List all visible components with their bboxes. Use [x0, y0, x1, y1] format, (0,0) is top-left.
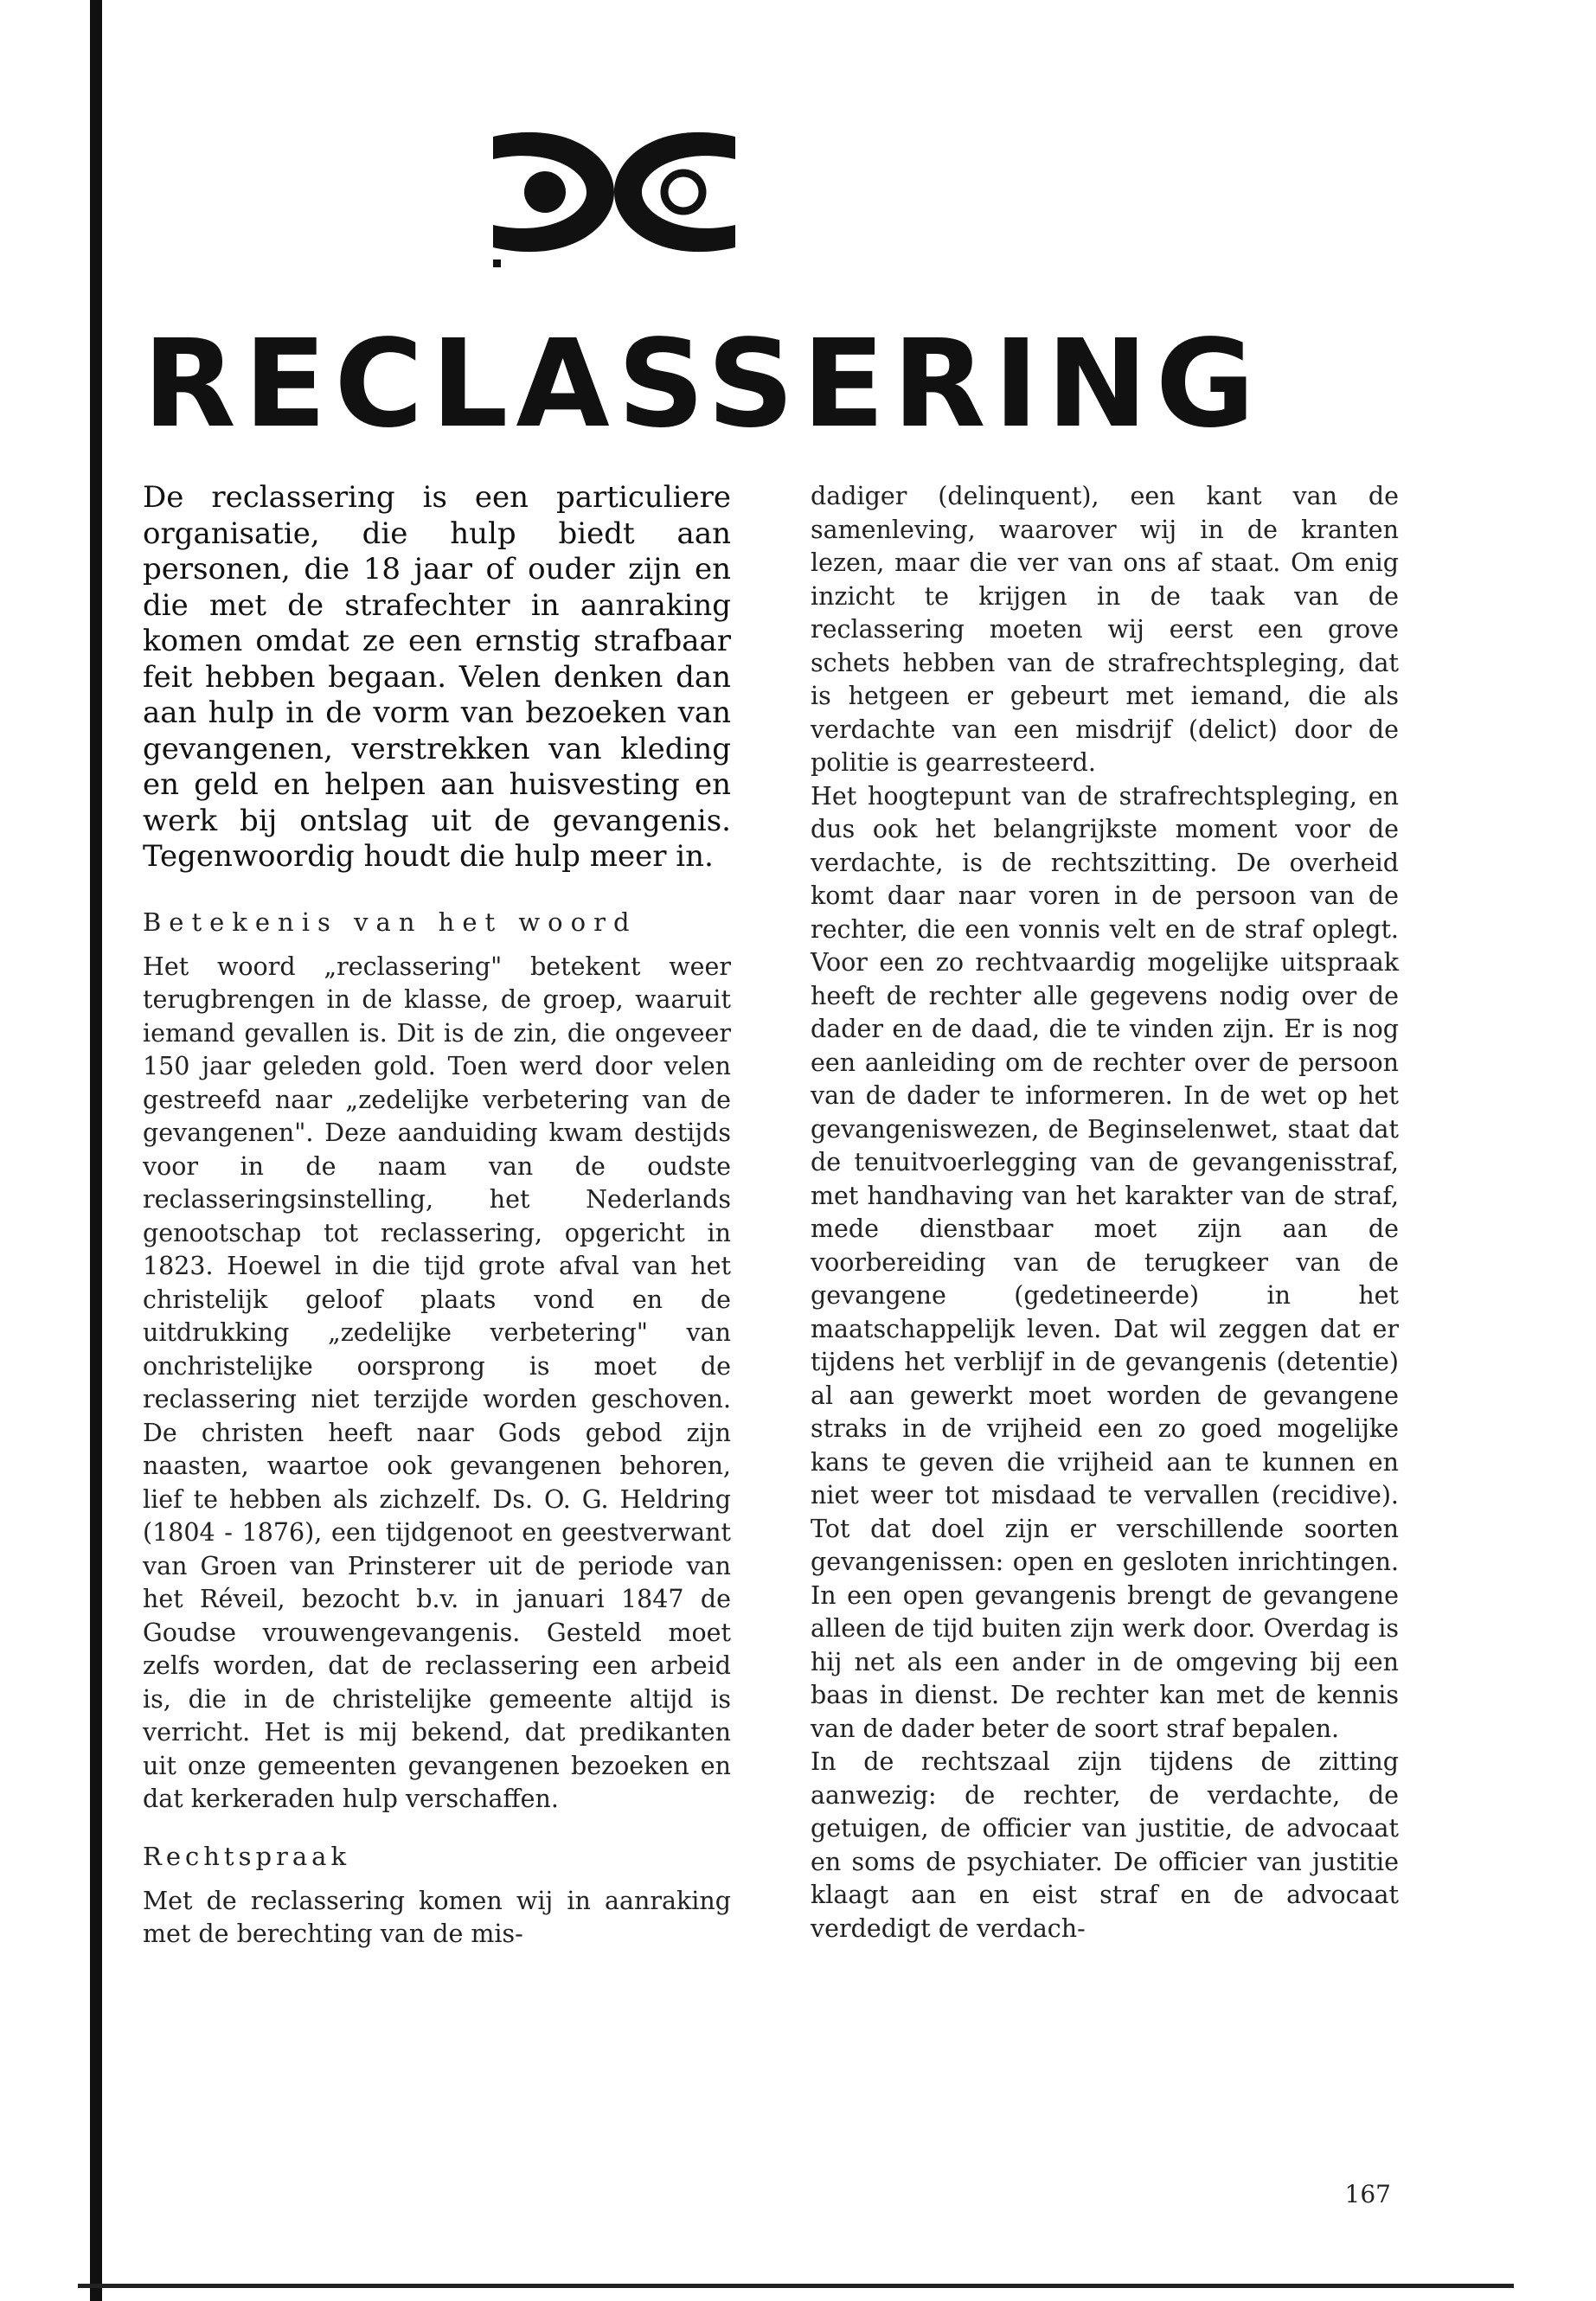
section-paragraph-rechtspraak: Met de reclassering komen wij in aanraking met de berechting van de mis- [143, 1886, 731, 1948]
page-edge-bar [90, 0, 102, 2301]
section-paragraph-betekenis: Het woord „reclassering" betekent weer terugbrengen in de klasse, de groep, waaruit iemand gevallen is. Dit is de zin, die ongeveer 150 jaar geleden gold. Toen werd door velen gestreefd naar „zedelijke verbetering van de gevangenen". Deze aanduiding kwam destijds voor in de naam van de oudste reclasseringsinstelling, het Nederlands genootschap tot reclassering, opgericht in 1823. Hoewel in die tijd grote afval van het christelijk geloof plaats vond en de uitdrukking „zedelijke verbetering" van onchristelijke oorsprong is moet de reclassering niet terzijde worden geschoven. De christen heeft naar Gods gebod zijn naasten, waartoe ook gevangenen behoren, lief te hebben als zichzelf. Ds. O. G. Heldring (1804 - 1876), een tijdgenoot en geestverwant van Groen van Prinsterer uit de periode van het Réveil, bezocht b.v. in januari 1847 de Goudse vrouwengevangenis. Gesteld moet zelfs worden, dat de reclassering een arbeid is, die in de christelijke gemeente altijd is verricht. Het is mij bekend, dat predikanten uit onze gemeenten gevangenen bezoeken en dat kerkeraden hulp verschaffen. [143, 952, 731, 1813]
section-heading-betekenis: Betekenis van het woord [143, 907, 638, 937]
right-paragraph-1: dadiger (delinquent), een kant van de samenleving, waarover wij in de kranten lezen, maar die ver van ons af staat. Om enig inzicht te krijgen in de taak van de reclassering moeten wij eerst een grove schets hebben van de strafrechtspleging, dat is hetgeen er gebeurt met iemand, die als verdachte van een misdrijf (delict) door de politie is gearresteerd. [811, 482, 1399, 777]
page-number: 167 [1344, 2180, 1391, 2208]
section-heading-rechtspraak: Rechtspraak [143, 1841, 351, 1871]
left-column [143, 480, 731, 1952]
page-bottom-border [78, 2284, 1514, 2288]
right-paragraph-3: In de rechtszaal zijn tijdens de zitting aanwezig: de rechter, de verdachte, de getuigen, de officier van justitie, de advocaat en soms de psychiater. De officier van justitie klaagt aan en eist straf en de advocaat verdedigt de verdach- [811, 1747, 1399, 1943]
right-paragraph-2: Het hoogtepunt van de strafrechtspleging, en dus ook het belangrijkste moment voor de verdachte, is de rechtszitting. De overheid komt daar naar voren in de persoon van de rechter, die een vonnis velt en de straf oplegt. Voor een zo rechtvaardig mogelijke uitspraak heeft de rechter alle gegevens nodig over de dader en de daad, die te vinden zijn. Er is nog een aanleiding om de rechter over de persoon van de dader te informeren. In de wet op het gevangeniswezen, de Beginselenwet, staat dat de tenuitvoerlegging van de gevangenisstraf, met handhaving van het karakter van de straf, mede dienstbaar moet zijn aan de voorbereiding van de terugkeer van de gevangene (gedetineerde) in het maatschappelijk leven. Dat wil zeggen dat er tijdens het verblijf in de gevangenis (detentie) al aan gewerkt moet worden de gevangene straks in de vrijheid een zo goed mogelijke kans te geven die vrijheid aan te kunnen en niet weer tot misdaad te vervallen (recidive). Tot dat doel zijn er verschillende soorten gevangenissen: open en gesloten inrichtingen. In een open gevangenis brengt de gevangene alleen de tijd buiten zijn werk door. Overdag is hij net als een ander in de omgeving bij een baas in dienst. De rechter kan met de kennis van de dader beter de soort straf bepalen. [811, 781, 1399, 1743]
intro-paragraph: De reclassering is een particuliere organisatie, die hulp biedt aan personen, die 18 jaar of ouder zijn en die met de strafechter in aanraking komen omdat ze een ernstig strafbaar feit hebben begaan. Velen denken dan aan hulp in de vorm van bezoeken van gevangenen, verstrekken van kleding en geld en helpen aan huisvesting en werk bij ontslag uit de gevangenis. Tegenwoordig houdt die hulp meer in. [143, 480, 731, 874]
page-title: RECLASSERING [143, 314, 1263, 455]
right-column [811, 480, 1399, 1945]
reclassering-logo-icon [484, 104, 744, 281]
